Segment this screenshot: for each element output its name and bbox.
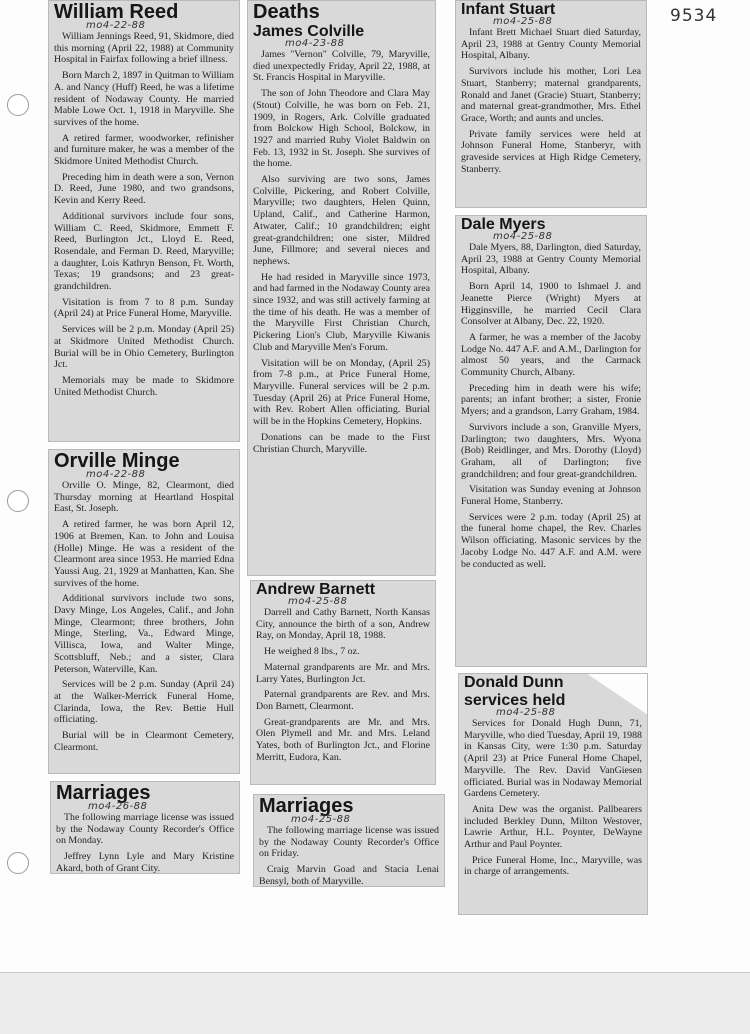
clipping-marriages-goad-bensyl — [253, 794, 445, 887]
clipping-title: Andrew Barnett — [256, 581, 376, 598]
paragraph: Visitation is from 7 to 8 p.m. Sunday (April 24) at Price Funeral Home, Maryville. — [54, 296, 234, 320]
clipping-marriages-lyle-akard — [50, 781, 240, 874]
paragraph: Born April 14, 1900 to Ishmael J. and Jeanette Pierce (Wright) Myers at Higginsville, he married Cecil Clara Consolver at Albany, Dec. 22, 1920. — [461, 281, 641, 328]
paragraph: Survivors include his mother, Lori Lea Stuart, Stanberry; maternal grandparents, Ronald and Janet (Gracie) Stuart, Stanberry; and maternal great-grandmother, Mrs. Ethel Grace, Worth; and aunts and uncles. — [461, 66, 641, 124]
paragraph: Visitation was Sunday evening at Johnson Funeral Home, Stanberry. — [461, 484, 641, 508]
paragraph: William Jennings Reed, 91, Skidmore, died this morning (April 22, 1988) at Community Hospital in Fairfax following a brief illness. — [54, 31, 234, 66]
paragraph: Great-grandparents are Mr. and Mrs. Olen Plymell and Mr. and Mrs. Leland Yates, both of Burlington Jct., and Florine Merritt, Eudora, Kan. — [256, 716, 430, 763]
section-heading: Deaths — [253, 1, 320, 23]
clipping-orville-minge — [48, 449, 240, 774]
paragraph: James "Vernon" Colville, 79, Maryville, died unexpectedly Friday, April 22, 1988, at St. Francis Hospital in Maryville. — [253, 49, 430, 84]
binder-hole — [7, 490, 29, 512]
paragraph: Born March 2, 1897 in Quitman to William A. and Nancy (Huff) Reed, he was a lifetime resident of Nodaway County. He married Mable Lowe Oct. 1, 1918 in Maryville. She survives of the home. — [54, 70, 234, 128]
paragraph: Price Funeral Home, Inc., Maryville, was in charge of arrangements. — [464, 854, 642, 878]
binder-hole — [7, 852, 29, 874]
paragraph: Private family services were held at Johnson Funeral Home, Stanberyr, with graveside services at High Ridge Cemetery, Stanberry. — [461, 128, 641, 175]
clipping-donald-dunn — [458, 673, 648, 915]
clipping-andrew-barnett — [250, 580, 436, 785]
page-number: 9534 — [670, 6, 718, 26]
paragraph: Services will be 2 p.m. Sunday (April 24) at the Walker-Merrick Funeral Home, Clarinda, Iowa, the Rev. Bettie Hull officiating. — [54, 679, 234, 726]
paragraph: Preceding him in death were his wife; parents; an infant brother; a sister, Fronie Myers; and a grandson, Larry Graham, 1984. — [461, 382, 641, 418]
clipping-infant-stuart — [455, 0, 647, 208]
torn-corner — [586, 673, 648, 715]
scanner-bed-edge — [0, 972, 750, 1034]
paragraph: Infant Brett Michael Stuart died Saturday, April 23, 1988 at Gentry County Memorial Hospital, Albany. — [461, 27, 641, 62]
paragraph: Additional survivors include two sons, Davy Minge, Los Angeles, Calif., and John Minge, Clearmont; three brothers, John Minge, Sterling, Va., Edward Minge, Villisca, Iowa, and Walter Minge, Scottsbluff, Neb.; and a sister, Clara Peterson, Waterville, Kan. — [54, 593, 234, 675]
paragraph: Jeffrey Lynn Lyle and Mary Kristine Akard, both of Grant City. — [56, 851, 234, 874]
paragraph: Memorials may be made to Skidmore United Methodist Church. — [54, 374, 234, 398]
paragraph: Burial will be in Clearmont Cemetery, Clearmont. — [54, 730, 234, 753]
paragraph: He weighed 8 lbs., 7 oz. — [264, 646, 360, 658]
handwritten-date: mo4-22-88 — [86, 20, 146, 31]
clipping-title: Marriages — [56, 782, 151, 804]
clipping-title: Infant Stuart — [461, 1, 556, 18]
handwritten-date: mo4-26-88 — [88, 801, 148, 812]
paragraph: Services will be 2 p.m. Monday (April 25) at Skidmore United Methodist Church. Burial will be in Ohio Cemetery, Burlington Jct. — [54, 324, 234, 371]
paragraph: The son of John Theodore and Clara May (Stout) Colville, he was born on Feb. 21, 1909, in Rogers, Ark. Colville graduated from Bolckow High School, Bolckow, in 1927 and married Ruby Violet Baldwin on Feb. 13, 1932 in St. Joseph. She survives of the home. — [253, 88, 430, 170]
clipping-title: Donald Dunn services held — [464, 674, 566, 709]
paragraph: A farmer, he was a member of the Jacoby Lodge No. 447 A.F. and A.M., Darlington for almost 50 years, and the Carmack Community Church, Albany. — [461, 331, 641, 379]
paragraph: Craig Marvin Goad and Stacia Lenai Bensyl, both of Maryville. — [259, 864, 439, 887]
paragraph: Services were 2 p.m. today (April 25) at the funeral home chapel, the Rev. Charles Wilson officiating. Masonic services by the Jacoby Lodge No. 447 A.F. and A.M. were be conducted as well. — [461, 511, 641, 570]
paragraph: A retired farmer, he was born April 12, 1906 at Bremen, Kan. to John and Louisa (Holle) Minge. He was a resident of the Clearmont area since 1953. He married Edna Yaussi Aug. 21, 1929 at Manhatten, Kan. She survives of the home. — [54, 519, 234, 589]
paragraph: Anita Dew was the organist. Pallbearers included Berkley Dunn, Milton Westover, Lawrie Arthur, H.L. Poynter, DeWayne Arthur and Paul Poynter. — [464, 803, 642, 851]
handwritten-date: mo4-25-88 — [493, 231, 553, 242]
binder-hole — [7, 94, 29, 116]
paragraph: Preceding him in death were a son, Vernon D. Reed, June 1980, and two grandsons, Kevin and Kerry Reed. — [54, 171, 234, 207]
clipping-title: James Colville — [253, 23, 365, 40]
clipping-dale-myers — [455, 215, 647, 667]
paragraph: Dale Myers, 88, Darlington, died Saturday, April 23, 1988 at Gentry County Memorial Hospital, Albany. — [461, 242, 641, 277]
paragraph: Also surviving are two sons, James Colville, Pickering, and Robert Colville, Maryville; two daughters, Helen Quinn, Upland, Calif., and Catherine Harmon, Atwater, Calif.; 10 grandchildren; eight great-grandchildren; one sister, Mildred June, Fillmore; and several nieces and nephews. — [253, 174, 430, 267]
clipping-title: Dale Myers — [461, 216, 546, 233]
paragraph: Orville O. Minge, 82, Clearmont, died Thursday morning at Heartland Hospital East, St. Joseph. — [54, 480, 234, 515]
clipping-title: William Reed — [54, 1, 179, 23]
handwritten-date: mo4-25-88 — [291, 814, 351, 825]
paragraph: He had resided in Maryville since 1973, and had farmed in the Nodaway County area since 1932, and was still actively farming at the time of his death. He was a member of the Maryville First Christian Church, Pickering Lion's Club, Maryville Kiwanis Club and Maryville Men's Forum. — [253, 271, 430, 353]
paragraph: A retired farmer, woodworker, refinisher and furniture maker, he was a member of the Skidmore United Methodist Church. — [54, 132, 234, 168]
paragraph: Visitation will be on Monday, (April 25) from 7-8 p.m., at Price Funeral Home, Maryville. Funeral services will be 2 p.m. Tuesday (April 26) at Price Funeral Home, with Rev. Robert Allen officiating. Burial will be in the Hopkins Cemetery, Hopkins. — [253, 357, 430, 428]
paragraph: The following marriage license was issued by the Nodaway County Recorder's Office on Friday. — [259, 825, 439, 860]
paragraph: Survivors include a son, Granville Myers, Darlington; two daughters, Mrs. Wyona (Bob) Reidlinger, and Mrs. Dorothy (Lloyd) Graham, all of Darlington; five grandchildren; and four great-grandchildren. — [461, 421, 641, 480]
handwritten-date: mo4-25-88 — [496, 707, 556, 718]
handwritten-date: mo4-23-88 — [285, 38, 345, 49]
paragraph: Paternal grandparents are Rev. and Mrs. Don Barnett, Clearmont. — [256, 689, 430, 712]
handwritten-date: mo4-25-88 — [493, 16, 553, 27]
paragraph: Darrell and Cathy Barnett, North Kansas City, announce the birth of a son, Andrew Ray, on Monday, April 18, 1988. — [256, 607, 430, 642]
clipping-james-colville — [247, 0, 436, 576]
clipping-title: Orville Minge — [54, 450, 180, 472]
paragraph: The following marriage license was issued by the Nodaway County Recorder's Office on Monday. — [56, 812, 234, 847]
handwritten-date: mo4-25-88 — [288, 596, 348, 607]
paragraph: Maternal grandparents are Mr. and Mrs. Larry Yates, Burlington Jct. — [256, 661, 430, 685]
handwritten-date: mo4-22-88 — [86, 469, 146, 480]
paragraph: Additional survivors include four sons, William C. Reed, Skidmore, Emmett F. Reed, Burlington Jct., Lloyd E. Reed, Rosendale, and Ferman D. Reed, Maryville; a daughter, Lois Kathryn Benson, Ft. Worth, Texas; 19 grandsons; and 23 great-grandchildren. — [54, 210, 234, 293]
clipping-william-reed — [48, 0, 240, 442]
clipping-title: Marriages — [259, 795, 354, 817]
paragraph: Donations can be made to the First Christian Church, Maryville. — [253, 431, 430, 455]
paragraph: Services for Donald Hugh Dunn, 71, Maryville, who died Tuesday, April 19, 1988 in Kansas City, were 1:30 p.m. Saturday (April 23) at Price Funeral Home Chapel, Maryville. The Rev. David VanGiesen officiated. Burial was in Nodaway Memorial Gardens Cemetery. — [464, 718, 642, 800]
